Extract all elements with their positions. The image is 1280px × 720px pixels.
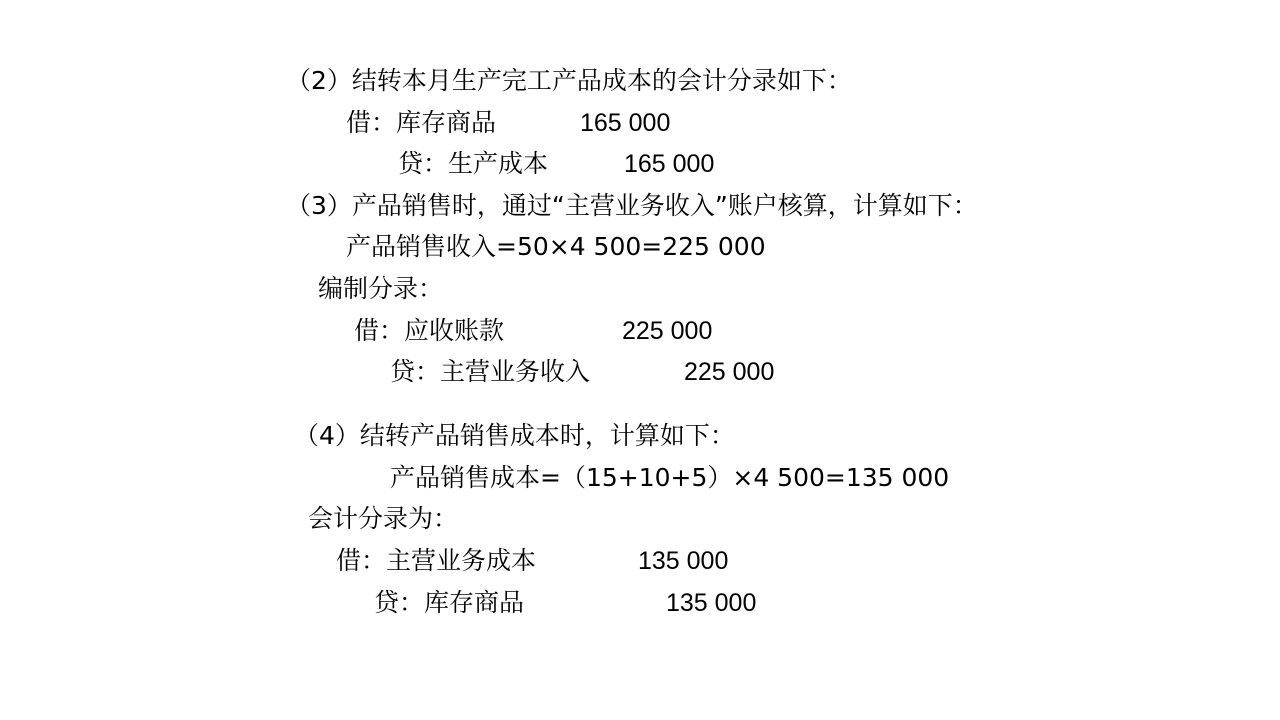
sales-cost-formula: 产品销售成本=（15+10+5）×4 500=135 000	[390, 463, 950, 492]
step-4-heading: （4）结转产品销售成本时，计算如下：	[294, 421, 735, 450]
step-3-heading: （3）产品销售时，通过“主营业务收入”账户核算，计算如下：	[286, 191, 978, 220]
credit-entry-main-revenue: 贷：主营业务收入	[390, 357, 591, 386]
debit-entry-main-cost: 借：主营业务成本	[336, 546, 537, 575]
debit-entry-inventory: 借：库存商品	[346, 108, 497, 137]
journal-entry-label: 编制分录：	[318, 274, 444, 303]
credit-entry-inventory: 贷：库存商品	[374, 588, 525, 617]
debit-amount-main-cost: 135 000	[638, 547, 729, 575]
credit-amount-inventory: 135 000	[666, 589, 757, 617]
sales-revenue-formula: 产品销售收入=50×4 500=225 000	[346, 232, 766, 261]
debit-entry-receivable: 借：应收账款	[354, 316, 505, 345]
debit-amount-inventory: 165 000	[580, 109, 671, 137]
debit-amount-receivable: 225 000	[622, 317, 713, 345]
credit-entry-production-cost: 贷：生产成本	[398, 149, 549, 178]
credit-amount-main-revenue: 225 000	[684, 358, 775, 386]
journal-entry-label-2: 会计分录为：	[308, 504, 459, 533]
credit-amount-production-cost: 165 000	[624, 150, 715, 178]
step-2-heading: （2）结转本月生产完工产品成本的会计分录如下：	[286, 66, 852, 95]
